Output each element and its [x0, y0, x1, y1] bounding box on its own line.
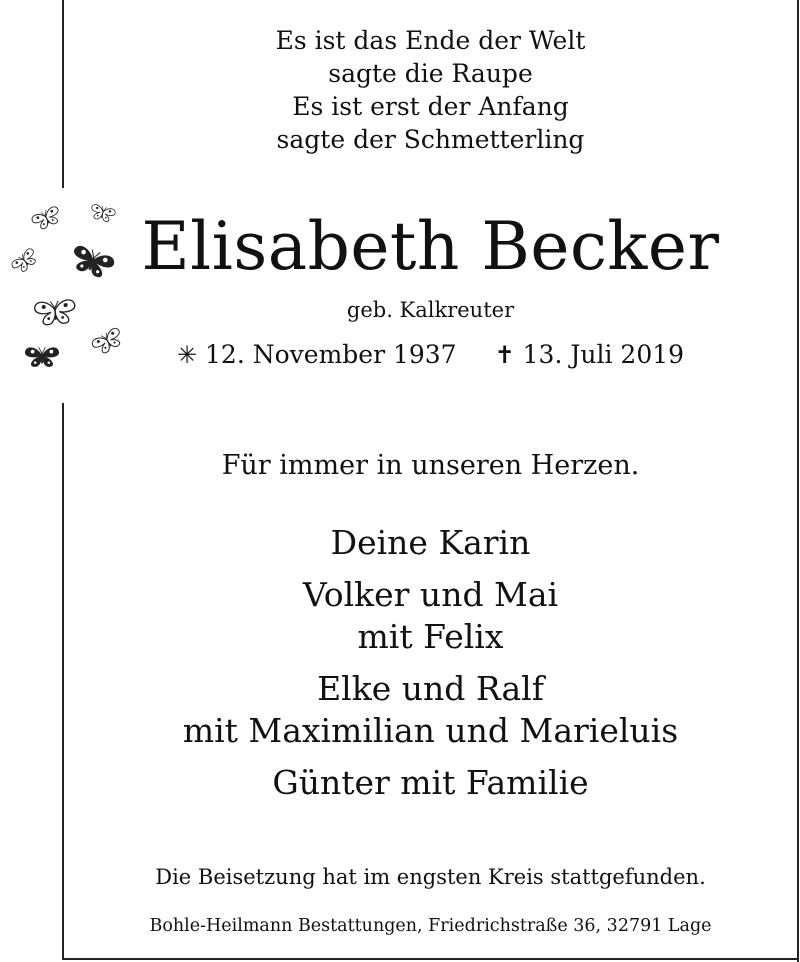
maiden-name: geb. Kalkreuter: [346, 298, 515, 322]
motto: Für immer in unseren Herzen.: [221, 450, 640, 481]
butterfly-icon: [10, 247, 40, 275]
mourner-group: [64, 522, 797, 564]
death-date: 13. Juli 2019: [522, 340, 685, 369]
mourner-line: mit Felix: [357, 617, 504, 656]
mourner-group: [64, 668, 797, 752]
mourner-line: mit Maximilian und Marieluis: [182, 711, 679, 750]
mourner-group: [64, 574, 797, 658]
frame-border-bottom: [62, 958, 799, 960]
mourner-line: Volker und Mai: [302, 575, 559, 614]
mourners-list: [64, 522, 797, 814]
undertaker-address: Bohle-Heilmann Bestattungen, Friedrichstraße 36, 32791 Lage: [149, 916, 712, 936]
mourner-group: [64, 762, 797, 804]
death-cross-icon: ✝: [494, 341, 515, 369]
poem-line: sagte der Schmetterling: [276, 125, 585, 154]
poem: [64, 24, 797, 156]
mourner-line: Günter mit Familie: [272, 763, 589, 802]
burial-note: Die Beisetzung hat im engsten Kreis stattgefunden.: [155, 865, 706, 889]
poem-line: Es ist das Ende der Welt: [275, 26, 586, 55]
mourner-line: Deine Karin: [330, 523, 531, 562]
butterfly-icon: [25, 347, 59, 367]
frame-border-right: [797, 0, 799, 962]
deceased-name: Elisabeth Becker: [141, 208, 720, 285]
life-dates: [64, 338, 797, 372]
poem-line: sagte die Raupe: [328, 59, 533, 88]
butterfly-icon: [31, 205, 63, 231]
birth-star-icon: ✳: [176, 341, 198, 369]
mourner-line: Elke und Ralf: [317, 669, 544, 708]
birth-date: 12. November 1937: [205, 340, 457, 369]
poem-line: Es ist erst der Anfang: [292, 92, 569, 121]
